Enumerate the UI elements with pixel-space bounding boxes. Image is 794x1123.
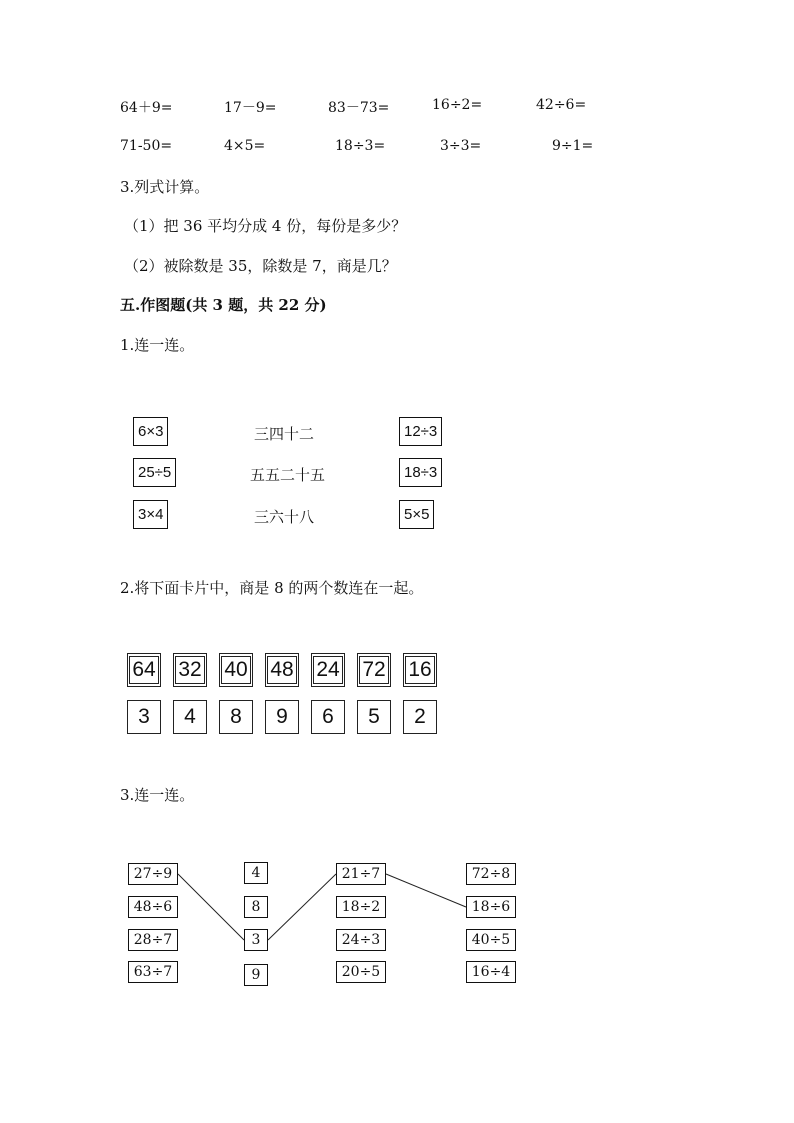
match1-right-card[interactable]: 12÷3 — [399, 417, 442, 446]
calc-row2-item4: 3÷3= — [440, 138, 482, 154]
calc-row1-item4: 16÷2= — [432, 97, 483, 113]
match3-col4-card[interactable]: 18÷6 — [466, 896, 516, 918]
match2-top-card-value: 24 — [313, 656, 342, 684]
match1-left-card[interactable]: 6×3 — [133, 417, 168, 446]
match3-col4-card[interactable]: 72÷8 — [466, 863, 516, 885]
match3-col1-card[interactable]: 28÷7 — [128, 929, 178, 951]
match1-right-card[interactable]: 18÷3 — [399, 458, 442, 487]
match3-col1-card[interactable]: 63÷7 — [128, 961, 178, 983]
match2-top-card-value: 32 — [175, 656, 204, 684]
match3-col3-card[interactable]: 20÷5 — [336, 961, 386, 983]
match2-top-card-value: 72 — [359, 656, 388, 684]
match2-top-card-value: 40 — [221, 656, 250, 684]
calc-row1-item5: 42÷6= — [536, 97, 587, 113]
match1-left-card[interactable]: 25÷5 — [133, 458, 176, 487]
calc-row1-item3: 83－73= — [328, 100, 390, 116]
match3-col1-card[interactable]: 48÷6 — [128, 896, 178, 918]
calc-row2-item2: 4×5= — [224, 138, 266, 154]
section3-title: 3.列式计算。 — [120, 178, 210, 196]
match1-middle-item: 五五二十五 — [250, 467, 326, 484]
match3-title: 3.连一连。 — [120, 786, 195, 804]
connector-line — [386, 874, 466, 907]
match2-bottom-card[interactable]: 8 — [219, 700, 253, 734]
calc-row2-item3: 18÷3= — [335, 138, 386, 154]
match3-col4-card[interactable]: 40÷5 — [466, 929, 516, 951]
match2-top-card-value: 64 — [129, 656, 158, 684]
calc-row1-item2: 17－9= — [224, 100, 277, 116]
match3-col3-card[interactable]: 24÷3 — [336, 929, 386, 951]
match2-bottom-card[interactable]: 5 — [357, 700, 391, 734]
match2-bottom-card[interactable]: 4 — [173, 700, 207, 734]
match3-col3-card[interactable]: 21÷7 — [336, 863, 386, 885]
match3-col4-card[interactable]: 16÷4 — [466, 961, 516, 983]
match2-top-card-value: 48 — [267, 656, 296, 684]
calc-row2-item1: 71-50= — [120, 138, 173, 154]
match3-col3-card[interactable]: 18÷2 — [336, 896, 386, 918]
match1-middle-item: 三六十八 — [254, 509, 315, 526]
match3-col2-card[interactable]: 8 — [244, 896, 268, 918]
match2-bottom-card[interactable]: 2 — [403, 700, 437, 734]
match2-bottom-card[interactable]: 9 — [265, 700, 299, 734]
match1-title: 1.连一连。 — [120, 336, 195, 354]
match2-title: 2.将下面卡片中，商是 8 的两个数连在一起。 — [120, 579, 424, 597]
section5-title: 五.作图题(共 3 题，共 22 分) — [120, 296, 327, 314]
section3-question1: （1）把 36 平均分成 4 份，每份是多少？ — [124, 217, 407, 235]
connector-line — [268, 874, 336, 940]
section3-question2: （2）被除数是 35，除数是 7，商是几？ — [124, 257, 397, 275]
match1-middle-item: 三四十二 — [254, 426, 315, 443]
connector-line — [178, 874, 244, 940]
match1-left-card[interactable]: 3×4 — [133, 500, 168, 529]
match3-col1-card[interactable]: 27÷9 — [128, 863, 178, 885]
match3-col2-card[interactable]: 9 — [244, 964, 268, 986]
match2-bottom-card[interactable]: 3 — [127, 700, 161, 734]
calc-row1-item1: 64＋9= — [120, 100, 173, 116]
match3-col2-card[interactable]: 3 — [244, 929, 268, 951]
match3-col2-card[interactable]: 4 — [244, 862, 268, 884]
match2-top-card-value: 16 — [405, 656, 434, 684]
calc-row2-item5: 9÷1= — [552, 138, 594, 154]
match2-bottom-card[interactable]: 6 — [311, 700, 345, 734]
match1-right-card[interactable]: 5×5 — [399, 500, 434, 529]
